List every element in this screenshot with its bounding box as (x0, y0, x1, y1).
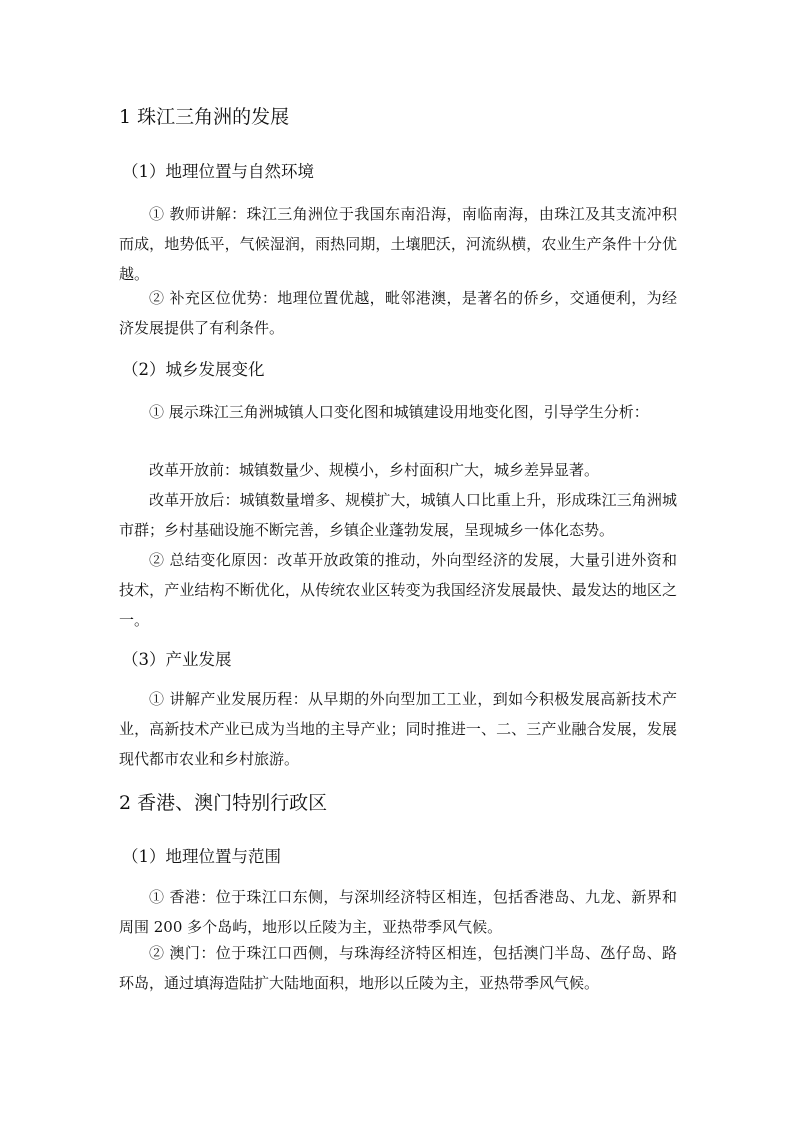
paragraph: ① 讲解产业发展历程：从早期的外向型加工工业，到如今积极发展高新技术产业，高新技术产业已成为当地的主导产业；同时推进一、二、三产业融合发展，发展现代都市农业和乡村旅游。 (119, 690, 677, 768)
section-heading: 1 珠江三角洲的发展 (119, 106, 290, 128)
subsection-heading: （3）产业发展 (122, 650, 232, 669)
paragraph: 改革开放后：城镇数量增多、规模扩大，城镇人口比重上升，形成珠江三角洲城市群；乡村基础设施不断完善，乡镇企业蓬勃发展，呈现城乡一体化态势。 (119, 491, 677, 539)
paragraph: ② 补充区位优势：地理位置优越，毗邻港澳，是著名的侨乡，交通便利，为经济发展提供了有利条件。 (119, 289, 677, 337)
paragraph: ① 展示珠江三角洲城镇人口变化图和城镇建设用地变化图，引导学生分析： (149, 403, 649, 421)
subsection-heading: （2）城乡发展变化 (122, 360, 265, 379)
subsection-heading: （1）地理位置与自然环境 (122, 162, 314, 181)
paragraph: ② 总结变化原因：改革开放政策的推动，外向型经济的发展，大量引进外资和技术，产业结构不断优化，从传统农业区转变为我国经济发展最快、最发达的地区之一。 (119, 551, 677, 629)
paragraph: 改革开放前：城镇数量少、规模小，乡村面积广大，城乡差异显著。 (149, 461, 600, 479)
paragraph: ② 澳门：位于珠江口西侧，与珠海经济特区相连，包括澳门半岛、氹仔岛、路环岛，通过填海造陆扩大陆地面积，地形以丘陵为主，亚热带季风气候。 (119, 944, 677, 992)
paragraph: ① 香港：位于珠江口东侧，与深圳经济特区相连，包括香港岛、九龙、新界和周围 200 多个岛屿，地形以丘陵为主，亚热带季风气候。 (119, 888, 677, 936)
section-heading: 2 香港、澳门特别行政区 (119, 792, 328, 814)
paragraph: ① 教师讲解：珠江三角洲位于我国东南沿海，南临南海，由珠江及其支流冲积而成，地势低平，气候湿润，雨热同期，土壤肥沃，河流纵横，农业生产条件十分优越。 (119, 205, 677, 283)
subsection-heading: （1）地理位置与范围 (122, 847, 281, 866)
